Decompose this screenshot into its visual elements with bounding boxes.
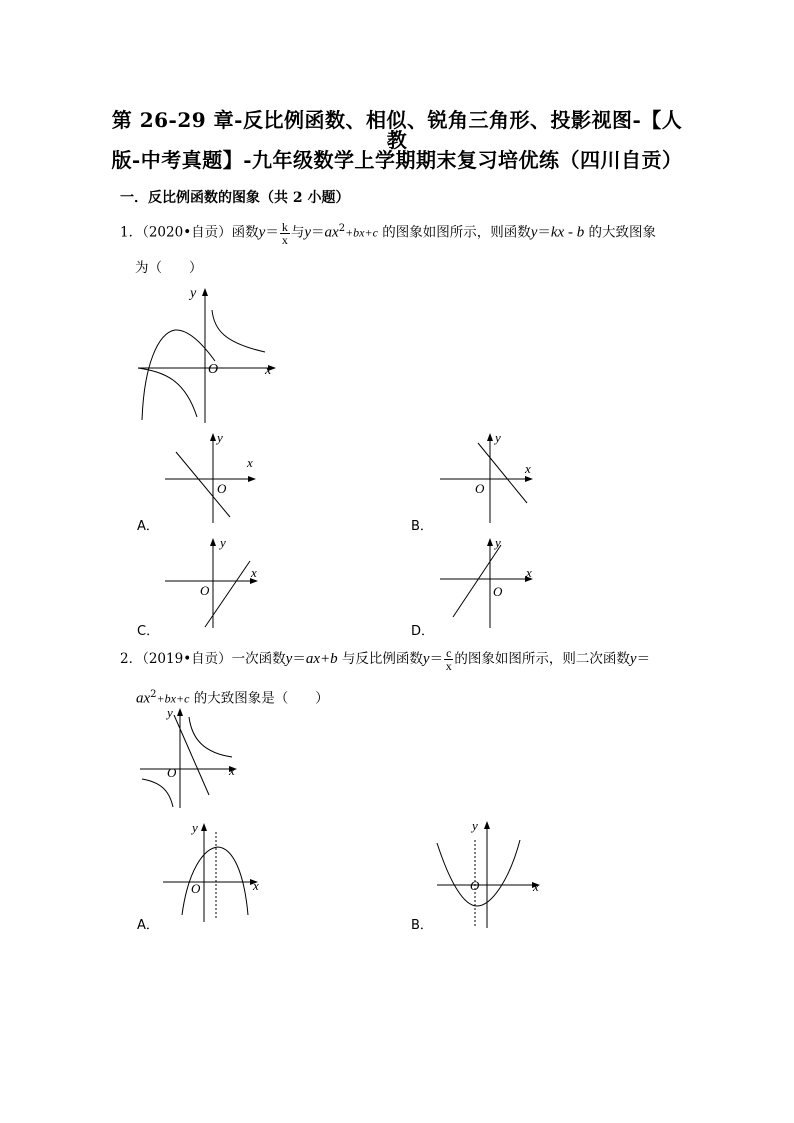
math-term: ax bbox=[324, 224, 339, 241]
question-text: 的大致图象是（ ） bbox=[189, 690, 329, 707]
origin-label: O bbox=[217, 481, 227, 496]
math-exponent: 2 bbox=[338, 223, 346, 234]
fraction-numerator: c bbox=[446, 646, 452, 660]
origin-label: O bbox=[470, 878, 480, 893]
option-c-label[interactable]: C． bbox=[137, 624, 160, 639]
q1-option-b-graph bbox=[435, 430, 540, 525]
math-var: y bbox=[285, 651, 293, 667]
math-var: y bbox=[422, 651, 430, 667]
question-text: 一次函数 bbox=[231, 651, 286, 667]
fraction-k-over-x bbox=[280, 221, 290, 246]
q1-option-a-graph bbox=[160, 430, 260, 525]
y-axis-label: y bbox=[495, 535, 501, 550]
x-axis-label: x bbox=[229, 763, 235, 778]
math-equals: ＝ bbox=[292, 651, 306, 667]
x-axis-label: x bbox=[253, 878, 259, 893]
option-a-label[interactable]: A． bbox=[137, 918, 159, 933]
y-axis-label: y bbox=[217, 430, 223, 445]
q2-option-b-graph bbox=[432, 818, 547, 930]
question-text: 的图象如图所示，则函数 bbox=[377, 224, 531, 241]
math-var: y bbox=[629, 651, 637, 667]
origin-label: O bbox=[167, 765, 177, 780]
section-heading: 一．反比例函数的图象（共 2 小题） bbox=[120, 190, 350, 206]
math-term: kx - b bbox=[550, 224, 585, 241]
origin-label: O bbox=[475, 481, 485, 496]
y-axis-label: y bbox=[190, 286, 197, 301]
question-source: （2019•自贡） bbox=[142, 651, 232, 667]
y-axis-label: y bbox=[220, 535, 226, 550]
option-a-label[interactable]: A． bbox=[137, 519, 159, 534]
math-term: ax+b bbox=[305, 651, 338, 667]
question-2-text bbox=[120, 647, 690, 672]
question-1-text-line-2: 为（ ） bbox=[135, 260, 203, 276]
x-axis-label: x bbox=[265, 363, 272, 378]
option-d-label[interactable]: D． bbox=[411, 624, 435, 639]
x-axis-label: x bbox=[525, 461, 531, 476]
math-equals: ＝ bbox=[311, 224, 325, 241]
math-exponent: 2 bbox=[150, 689, 157, 700]
math-var: y bbox=[530, 224, 538, 241]
y-axis-label: y bbox=[495, 430, 501, 445]
math-equals: ＝ bbox=[265, 224, 279, 241]
page-title-line-1: 第 26-29 章-反比例函数、相似、锐角三角形、投影视图-【人教 bbox=[111, 108, 683, 152]
fraction-denominator: x bbox=[445, 659, 452, 673]
y-axis-label: y bbox=[192, 820, 198, 835]
math-term: +bx+c bbox=[156, 691, 190, 706]
origin-label: O bbox=[208, 362, 219, 377]
fraction-numerator: k bbox=[281, 219, 288, 234]
fraction-denominator: x bbox=[281, 232, 288, 247]
q2-main-graph bbox=[137, 705, 247, 810]
origin-label: O bbox=[191, 881, 201, 896]
question-text: 与反比例函数 bbox=[337, 651, 423, 667]
x-axis-label: x bbox=[247, 455, 253, 470]
math-equals: ＝ bbox=[636, 651, 651, 667]
question-number: 1． bbox=[120, 224, 143, 241]
option-b-label[interactable]: B． bbox=[411, 519, 433, 534]
origin-label: O bbox=[200, 583, 210, 598]
math-equals: ＝ bbox=[537, 224, 551, 241]
y-axis-label: y bbox=[472, 818, 478, 833]
q1-option-d-graph bbox=[435, 535, 540, 630]
question-number: 2． bbox=[120, 651, 143, 667]
page-title-line-2: 版-中考真题】-九年级数学上学期期末复习培优练（四川自贡） bbox=[111, 148, 683, 172]
math-equals: ＝ bbox=[429, 651, 444, 667]
question-text: 的大致图象 bbox=[584, 224, 656, 241]
question-text: 的图象如图所示，则二次函数 bbox=[454, 651, 630, 667]
option-b-label[interactable]: B． bbox=[411, 918, 433, 933]
x-axis-label: x bbox=[526, 565, 532, 580]
question-1-text bbox=[120, 220, 680, 246]
question-source: （2020•自贡） bbox=[142, 224, 232, 241]
question-text: 与 bbox=[290, 224, 305, 241]
q2-option-a-graph bbox=[160, 820, 265, 925]
x-axis-label: x bbox=[251, 565, 257, 580]
origin-label: O bbox=[493, 584, 503, 599]
x-axis-label: x bbox=[533, 879, 539, 894]
math-var: y bbox=[304, 224, 312, 241]
q1-main-graph bbox=[130, 285, 280, 425]
math-term: ax bbox=[136, 690, 151, 707]
math-term: +bx+c bbox=[345, 225, 378, 240]
q1-option-c-graph bbox=[160, 535, 265, 630]
y-axis-label: y bbox=[167, 705, 173, 720]
math-var: y bbox=[258, 224, 266, 241]
fraction-c-over-x bbox=[444, 647, 453, 672]
question-text: 函数 bbox=[231, 224, 259, 241]
